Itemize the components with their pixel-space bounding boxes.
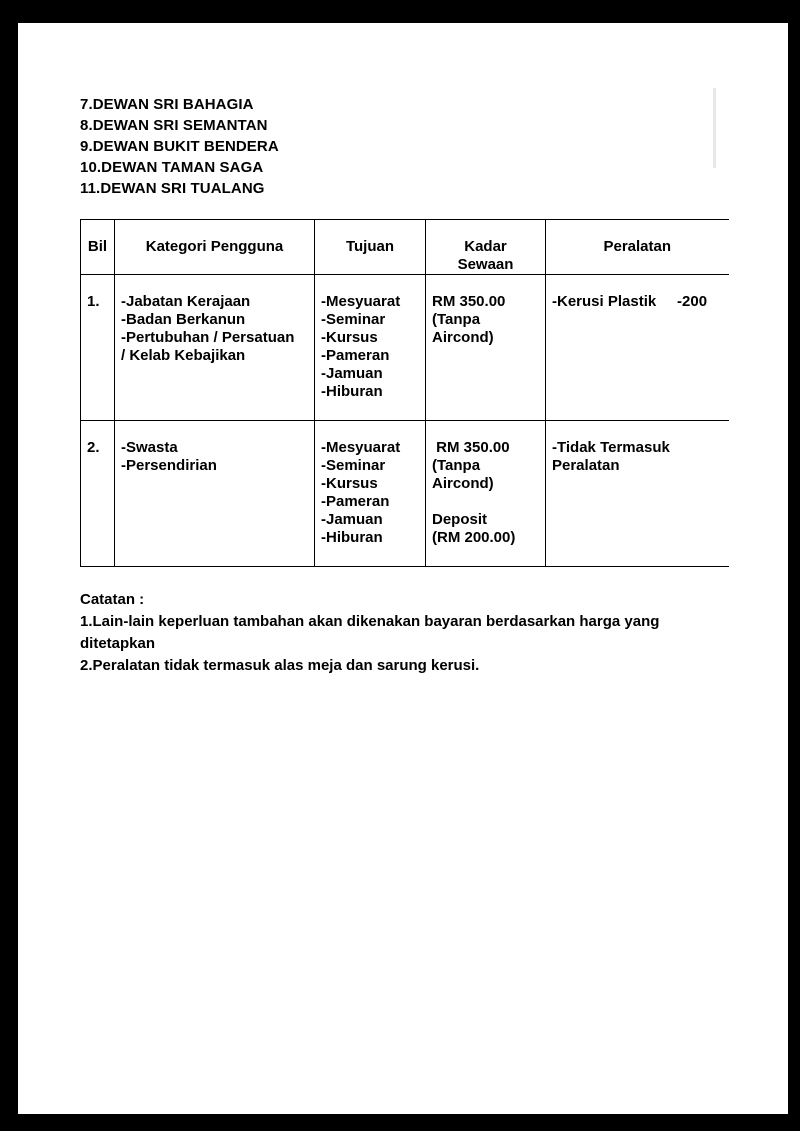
header-kadar: Kadar Sewaan (426, 220, 546, 275)
cell-peralatan: -Tidak Termasuk Peralatan (546, 421, 729, 567)
note-item: 2.Peralatan tidak termasuk alas meja dan sarung kerusi. (80, 657, 480, 674)
cell-peralatan: -Kerusi Plastik -200 (546, 275, 729, 421)
hall-item: 8.DEWAN SRI SEMANTAN (80, 117, 268, 134)
table-row (81, 275, 729, 421)
table-row (81, 421, 729, 567)
cell-kadar: RM 350.00 (Tanpa Aircond) (426, 275, 546, 421)
scan-artifact (713, 88, 716, 168)
cell-bil: 1. (81, 275, 115, 421)
hall-item: 7.DEWAN SRI BAHAGIA (80, 96, 254, 113)
table-header-row (81, 220, 729, 275)
cell-kategori: -Jabatan Kerajaan -Badan Berkanun -Pertubuhan / Persatuan / Kelab Kebajikan (115, 275, 315, 421)
hall-list (80, 95, 279, 200)
rental-rate-table (80, 219, 729, 567)
cell-bil: 2. (81, 421, 115, 567)
document-page (18, 23, 788, 1114)
hall-item: 11.DEWAN SRI TUALANG (80, 180, 265, 197)
cell-kategori: -Swasta -Persendirian (115, 421, 315, 567)
notes-title: Catatan : (80, 591, 145, 608)
hall-list-section (80, 95, 279, 200)
cell-kadar: RM 350.00 (Tanpa Aircond) Deposit (RM 200.00) (426, 421, 546, 567)
note-item: 1.Lain-lain keperluan tambahan akan dikenakan bayaran berdasarkan harga yang ditetapkan (80, 613, 660, 652)
header-tujuan: Tujuan (315, 220, 426, 275)
header-kategori: Kategori Pengguna (115, 220, 315, 275)
hall-item: 9.DEWAN BUKIT BENDERA (80, 138, 279, 155)
notes-section (80, 589, 730, 677)
header-peralatan: Peralatan (546, 220, 729, 275)
cell-tujuan: -Mesyuarat -Seminar -Kursus -Pameran -Jamuan -Hiburan (315, 275, 426, 421)
header-bil: Bil (81, 220, 115, 275)
hall-item: 10.DEWAN TAMAN SAGA (80, 159, 264, 176)
cell-tujuan: -Mesyuarat -Seminar -Kursus -Pameran -Jamuan -Hiburan (315, 421, 426, 567)
